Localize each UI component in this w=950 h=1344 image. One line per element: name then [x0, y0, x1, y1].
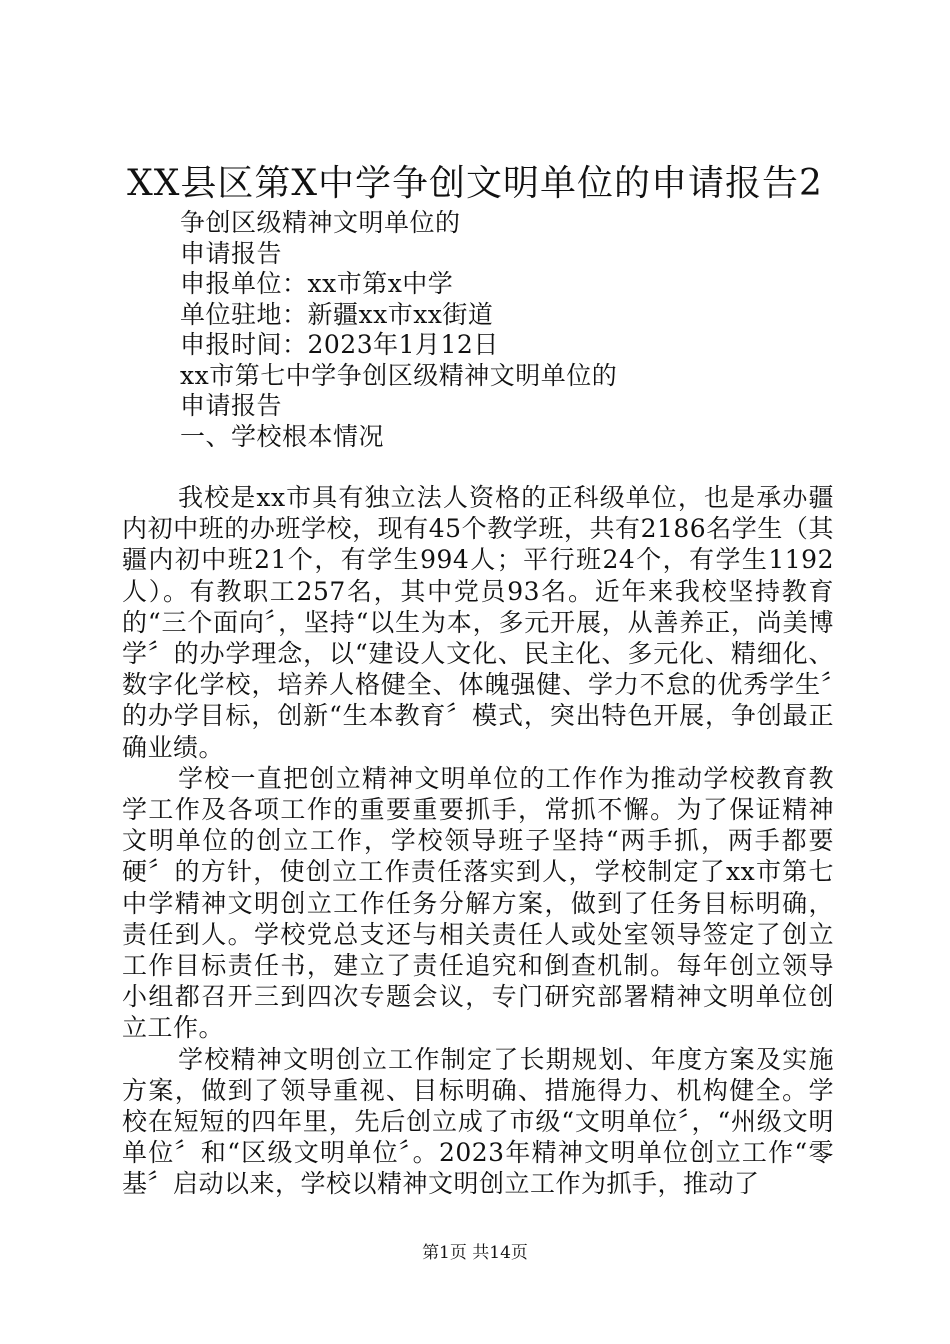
applicant-unit-line: 申报单位：xx市第x中学: [180, 269, 454, 298]
application-date-line: 申报时间：2023年1月12日: [180, 330, 499, 359]
body-paragraph: 学校精神文明创立工作制定了长期规划、年度方案及实施方案，做到了领导重视、目标明确、措施得力、机构健全。学校在短短的四年里，先后创立成了市级“文明单位〞，“州级文明单位〞和“区级文明单位〞。2023年精神文明单位创立工作“零基〞启动以来，学校以精神文明创立工作为抓手，推动了: [122, 1044, 834, 1199]
document-title: XX县区第X中学争创文明单位的申请报告2: [127, 163, 823, 204]
unit-location-line: 单位驻地：新疆xx市xx街道: [180, 299, 494, 329]
header-line: 申请报告: [180, 238, 283, 268]
header-line: 争创区级精神文明单位的: [180, 208, 461, 237]
header-block: [180, 208, 840, 452]
body-paragraph: 学校一直把创立精神文明单位的工作作为推动学校教育教学工作及各项工作的重要重要抓手，常抓不懈。为了保证精神文明单位的创立工作，学校领导班子坚持“两手抓，两手都要硬〞的方针，使创立工作责任落实到人，学校制定了xx市第七中学精神文明创立工作任务分解方案，做到了任务目标明确，责任到人。学校党总支还与相关责任人或处室领导签定了创立工作目标责任书，建立了责任追究和倒查机制。每年创立领导小组都召开三到四次专题会议，专门研究部署精神文明单位创立工作。: [122, 763, 834, 1043]
section-heading: 一、学校根本情况: [180, 421, 385, 451]
page-footer: 第1页 共14页: [422, 1243, 528, 1263]
body-paragraph: 我校是xx市具有独立法人资格的正科级单位，也是承办疆内初中班的办班学校，现有45个教学班，共有2186名学生（其疆内初中班21个，有学生994人；平行班24个，有学生1192人）。有教职工257名，其中党员93名。近年来我校坚持教育的“三个面向〞，坚持“以生为本，多元开展，从善养正，尚美博学〞的办学理念，以“建设人文化、民主化、多元化、精细化、数字化学校，培养人格健全、体魄强健、学力不怠的优秀学生〞的办学目标，创新“生本教育〞模式，突出特色开展，争创最正确业绩。: [122, 483, 834, 762]
report-subtitle-line: 申请报告: [180, 391, 283, 420]
body-text: [122, 482, 834, 1200]
report-subtitle-line: xx市第七中学争创区级精神文明单位的: [180, 360, 618, 390]
